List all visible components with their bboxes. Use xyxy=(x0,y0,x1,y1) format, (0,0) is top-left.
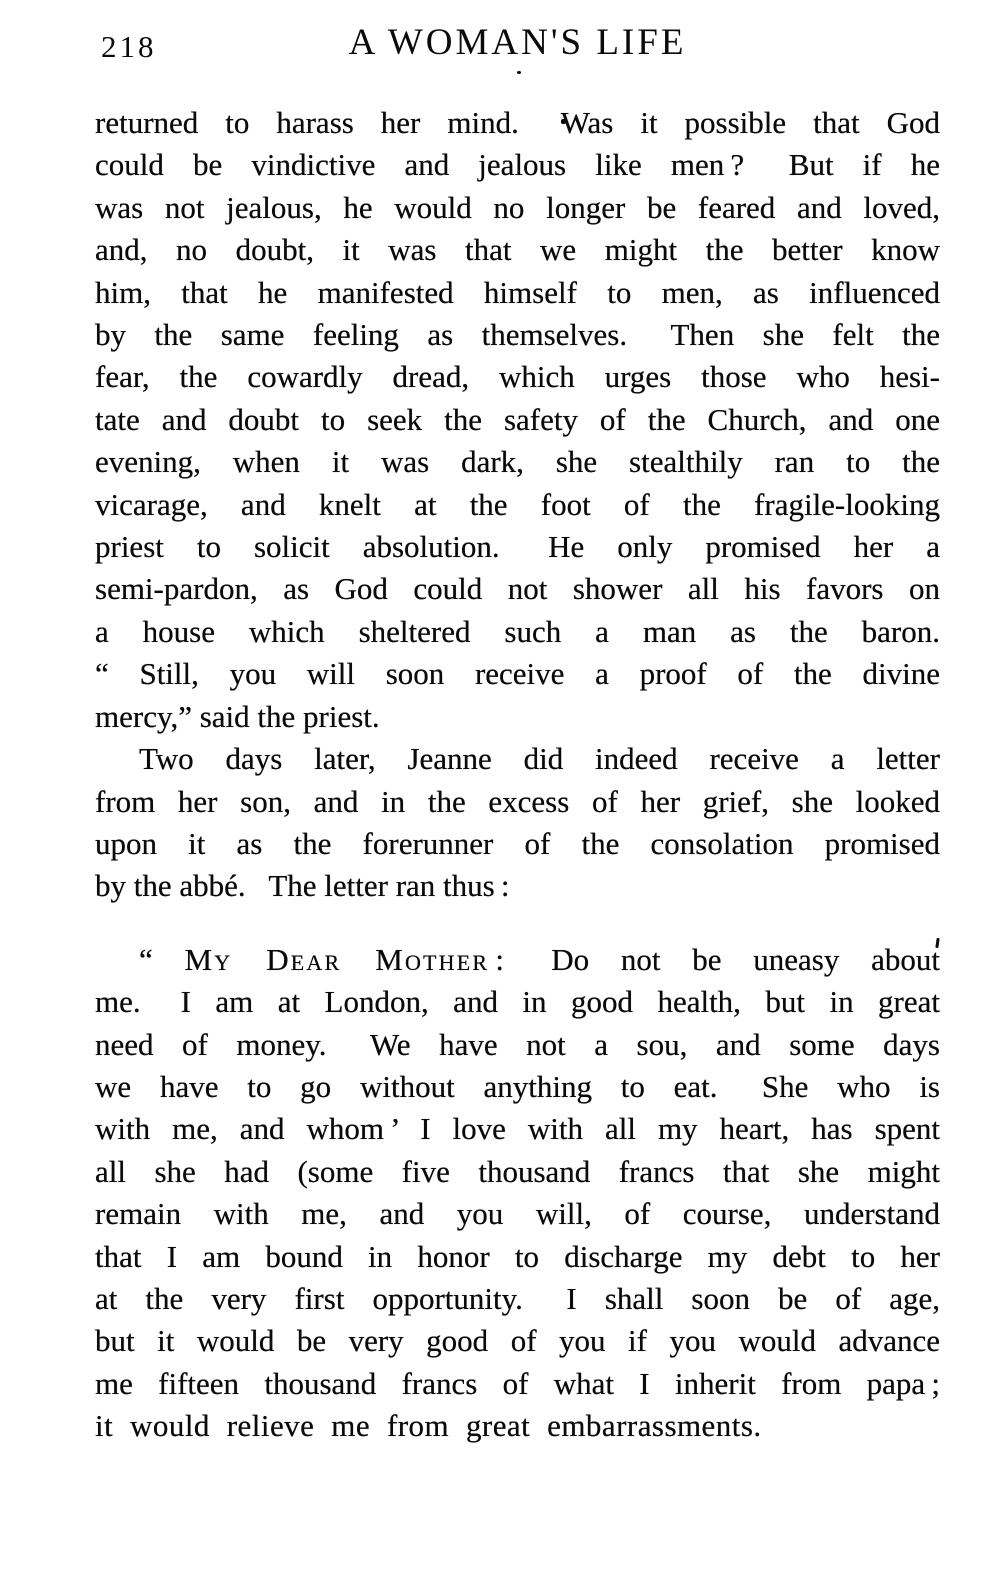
text-line: it would relieve me from great embarrassments. xyxy=(95,1408,762,1444)
text-line: need of money. We have not a sou, and some days xyxy=(95,1026,940,1062)
running-header xyxy=(0,0,1000,80)
paragraph xyxy=(95,102,940,738)
text-line: Two days later, Jeanne did indeed receive a letter xyxy=(139,741,940,777)
text-line: upon it as the forerunner of the consolation promised xyxy=(95,825,940,861)
text-line: vicarage, and knelt at the foot of the fragile-looking xyxy=(95,486,940,522)
text-line: from her son, and in the excess of her grief, she looked xyxy=(95,783,940,819)
text-line: evening, when it was dark, she stealthily ran to the xyxy=(95,444,940,480)
text-line: me. I am at London, and in good health, but in great xyxy=(95,984,940,1020)
text-line: with me, and whom ’ I love with all my heart, has spent xyxy=(95,1111,940,1147)
text-line xyxy=(95,939,940,981)
paragraph xyxy=(95,738,940,908)
text-line: that I am bound in honor to discharge my debt to her xyxy=(95,1238,940,1274)
text-line: returned to harass her mind. Was it possible that God xyxy=(95,105,940,140)
running-title: A WOMAN'S LIFE xyxy=(348,22,687,63)
text-segment: : Do not be uneasy about xyxy=(489,941,941,977)
text-line: mercy,” said the priest. xyxy=(95,698,380,734)
page-number: 218 xyxy=(101,29,157,64)
text-segment: “ xyxy=(139,941,185,977)
text-line: priest to solicit absolution. He only promised her a xyxy=(95,529,940,565)
text-line: by the same feeling as themselves. Then she felt the xyxy=(95,317,940,353)
text-line: a house which sheltered such a man as the baron. xyxy=(95,613,940,649)
page-text-block xyxy=(95,102,940,1448)
text-line: was not jealous, he would no longer be feared and loved, xyxy=(95,189,940,225)
text-line: semi-pardon, as God could not shower all his favors on xyxy=(95,571,940,607)
text-line: we have to go without anything to eat. She who is xyxy=(95,1068,940,1104)
text-line: at the very first opportunity. I shall soon be of age, xyxy=(95,1280,940,1316)
paragraph xyxy=(95,939,940,1448)
text-line: all she had (some five thousand francs that she might xyxy=(95,1153,940,1189)
salutation-smallcaps: My Dear Mother xyxy=(184,941,490,977)
scan-artifact-dot xyxy=(517,71,521,74)
text-line: and, no doubt, it was that we might the better know xyxy=(95,232,940,268)
text-line: could be vindictive and jealous like men ? But if he xyxy=(95,147,940,183)
text-line: but it would be very good of you if you would advance xyxy=(95,1323,940,1359)
text-line: “ Still, you will soon receive a proof of the divine xyxy=(95,656,940,692)
text-line: by the abbé. The letter ran thus : xyxy=(95,868,510,904)
text-line: fear, the cowardly dread, which urges those who hesi- xyxy=(95,359,940,395)
text-line: remain with me, and you will, of course, understand xyxy=(95,1196,940,1232)
text-line: him, that he manifested himself to men, as influenced xyxy=(95,274,940,310)
text-line: tate and doubt to seek the safety of the Church, and one xyxy=(95,401,940,437)
text-line: me fifteen thousand francs of what I inherit from papa ; xyxy=(95,1365,940,1401)
